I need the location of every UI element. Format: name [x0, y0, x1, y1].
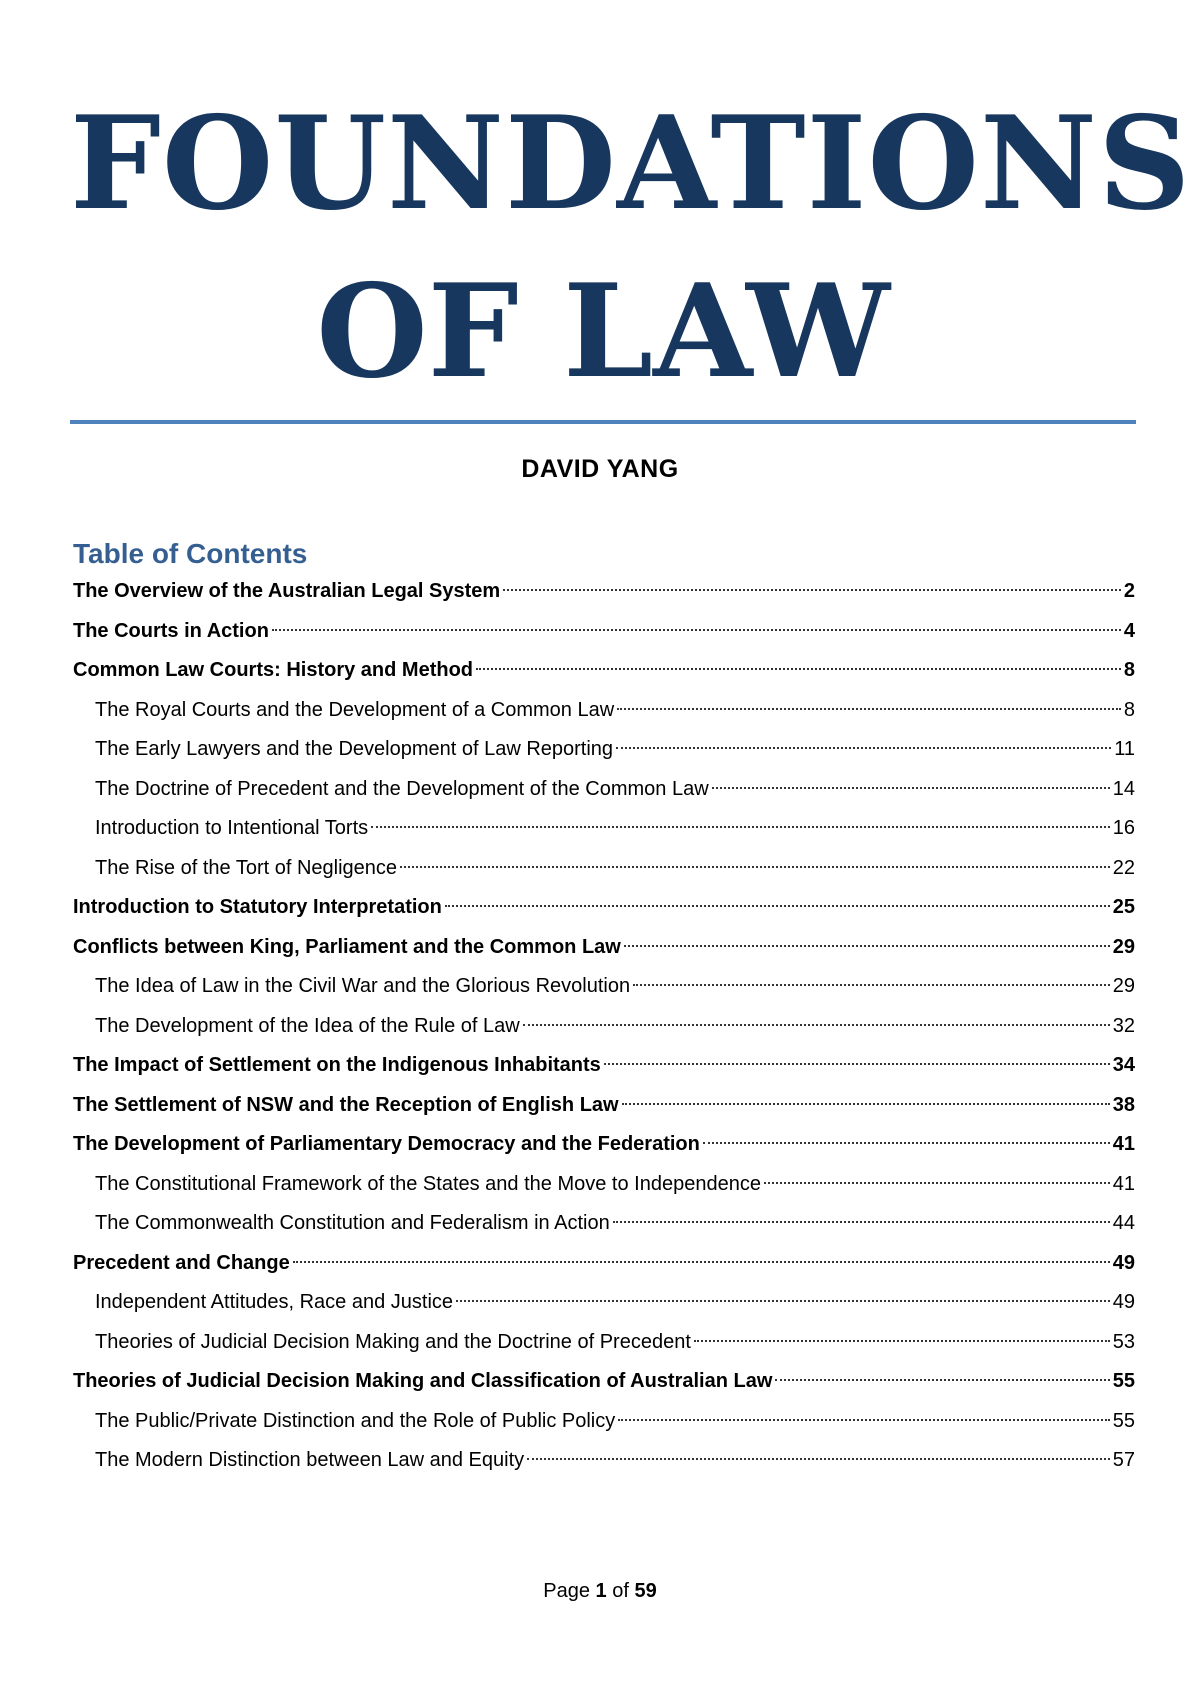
- author-name: DAVID YANG: [521, 455, 679, 483]
- toc-entry[interactable]: [73, 1125, 1135, 1165]
- toc-entry[interactable]: [73, 730, 1135, 770]
- toc-dot-leader: [624, 945, 1110, 947]
- toc-dot-leader: [272, 629, 1121, 631]
- toc-entry-page-number: 57: [1112, 1449, 1135, 1471]
- toc-dot-leader: [456, 1300, 1110, 1302]
- page-of-label: of: [612, 1580, 629, 1602]
- toc-dot-leader: [613, 1221, 1110, 1223]
- toc-dot-leader: [445, 905, 1110, 907]
- toc-entry-title: The Impact of Settlement on the Indigenous Inhabitants: [73, 1054, 601, 1076]
- toc-dot-leader: [523, 1024, 1110, 1026]
- toc-dot-leader: [618, 1419, 1109, 1421]
- toc-entry-page-number: 22: [1112, 856, 1135, 879]
- toc-dot-leader: [764, 1182, 1110, 1184]
- toc-entry-page-number: 44: [1112, 1212, 1135, 1234]
- toc-entry-title: The Settlement of NSW and the Reception of English Law: [73, 1093, 619, 1116]
- toc-entry-title: Introduction to Intentional Torts: [95, 817, 369, 839]
- toc-entry[interactable]: [73, 770, 1135, 810]
- toc-entry-title: The Development of Parliamentary Democracy and the Federation: [73, 1133, 700, 1155]
- toc-entry-title: Independent Attitudes, Race and Justice: [95, 1291, 454, 1313]
- toc-entry-page-number: 49: [1112, 1251, 1135, 1274]
- toc-entry-page-number: 55: [1112, 1370, 1135, 1392]
- toc-entry-title: The Public/Private Distinction and the Role of Public Policy: [95, 1409, 616, 1432]
- toc-entry[interactable]: [73, 1046, 1135, 1086]
- toc-entry-title: The Overview of the Australian Legal System: [73, 580, 501, 602]
- toc-entry-page-number: 16: [1112, 817, 1135, 839]
- toc-entry-page-number: 29: [1112, 935, 1135, 958]
- toc-entry-title: Conflicts between King, Parliament and the Common Law: [73, 935, 621, 958]
- toc-entry-title: The Idea of Law in the Civil War and the Glorious Revolution: [95, 975, 631, 997]
- toc-entry-page-number: 41: [1112, 1133, 1135, 1155]
- toc-entry-title: The Commonwealth Constitution and Federalism in Action: [95, 1212, 610, 1234]
- toc-entry-title: The Modern Distinction between Law and Equity: [95, 1449, 525, 1471]
- current-page-number: 1: [595, 1580, 607, 1602]
- toc-entry-title: The Doctrine of Precedent and the Development of the Common Law: [95, 777, 709, 800]
- toc-entry-page-number: 4: [1123, 619, 1135, 642]
- toc-dot-leader: [775, 1379, 1109, 1381]
- toc-dot-leader: [400, 866, 1110, 868]
- toc-entry-title: Theories of Judicial Decision Making and the Doctrine of Precedent: [95, 1330, 691, 1353]
- toc-dot-leader: [703, 1142, 1110, 1144]
- toc-entry[interactable]: [73, 1441, 1135, 1481]
- toc-entry[interactable]: [73, 1362, 1135, 1402]
- document-title-line-2: OF LAW: [316, 257, 890, 407]
- toc-dot-leader: [604, 1063, 1110, 1065]
- toc-entry-title: Introduction to Statutory Interpretation: [73, 896, 442, 918]
- toc-dot-leader: [616, 747, 1111, 749]
- toc-heading: Table of Contents: [73, 538, 308, 569]
- toc-entry-title: Common Law Courts: History and Method: [73, 659, 473, 681]
- toc-entry[interactable]: [73, 1402, 1135, 1442]
- toc-entry-page-number: 11: [1114, 738, 1135, 760]
- toc-entry[interactable]: [73, 572, 1135, 612]
- toc-entry-page-number: 53: [1112, 1330, 1135, 1353]
- toc-entry[interactable]: [73, 1007, 1135, 1047]
- toc-dot-leader: [694, 1340, 1110, 1342]
- toc-entry-page-number: 38: [1112, 1093, 1135, 1116]
- toc-entry-page-number: 8: [1123, 698, 1135, 721]
- toc-dot-leader: [527, 1458, 1110, 1460]
- toc-entry-title: The Royal Courts and the Development of a Common Law: [95, 698, 615, 721]
- toc-entry-title: Precedent and Change: [73, 1251, 290, 1274]
- toc-dot-leader: [503, 589, 1121, 591]
- toc-entry-page-number: 32: [1112, 1014, 1135, 1037]
- toc-entry[interactable]: [73, 928, 1135, 968]
- toc-entry[interactable]: [73, 1165, 1135, 1205]
- document-title-line-1: FOUNDATIONS: [70, 89, 1192, 239]
- toc-entry-page-number: 34: [1112, 1054, 1135, 1076]
- toc-dot-leader: [712, 787, 1110, 789]
- toc-entry[interactable]: [73, 1086, 1135, 1126]
- toc-entry[interactable]: [73, 1283, 1135, 1323]
- toc-entry[interactable]: [73, 1244, 1135, 1284]
- toc-entry[interactable]: [73, 691, 1135, 731]
- toc-entry-page-number: 14: [1112, 777, 1135, 800]
- page-prefix: Page: [543, 1580, 590, 1602]
- toc-dot-leader: [633, 984, 1110, 986]
- toc-entry[interactable]: [73, 1204, 1135, 1244]
- toc-entry-page-number: 49: [1112, 1291, 1135, 1313]
- toc-entry[interactable]: [73, 809, 1135, 849]
- toc-entry[interactable]: [73, 651, 1135, 691]
- total-page-count: 59: [634, 1580, 657, 1602]
- table-of-contents: [73, 572, 1135, 1481]
- toc-entry-page-number: 25: [1112, 896, 1135, 918]
- toc-entry-page-number: 29: [1112, 975, 1135, 997]
- toc-entry-title: The Courts in Action: [73, 619, 269, 642]
- toc-entry[interactable]: [73, 1323, 1135, 1363]
- toc-dot-leader: [476, 668, 1121, 670]
- toc-dot-leader: [622, 1103, 1110, 1105]
- toc-dot-leader: [293, 1261, 1110, 1263]
- toc-entry-page-number: 2: [1123, 580, 1135, 602]
- toc-entry[interactable]: [73, 888, 1135, 928]
- toc-entry-page-number: 8: [1123, 659, 1135, 681]
- toc-entry-page-number: 55: [1112, 1409, 1135, 1432]
- title-divider: [70, 420, 1136, 424]
- toc-entry-title: The Development of the Idea of the Rule of Law: [95, 1014, 520, 1037]
- toc-entry-title: The Rise of the Tort of Negligence: [95, 856, 398, 879]
- toc-entry-title: Theories of Judicial Decision Making and Classification of Australian Law: [73, 1370, 773, 1392]
- toc-dot-leader: [371, 826, 1110, 828]
- toc-entry-title: The Constitutional Framework of the States and the Move to Independence: [95, 1172, 761, 1195]
- toc-entry-page-number: 41: [1112, 1172, 1135, 1195]
- toc-dot-leader: [617, 708, 1121, 710]
- toc-entry[interactable]: [73, 612, 1135, 652]
- page-footer: [0, 1580, 1200, 1603]
- toc-entry[interactable]: [73, 849, 1135, 889]
- toc-entry-title: The Early Lawyers and the Development of Law Reporting: [95, 738, 614, 760]
- toc-entry[interactable]: [73, 967, 1135, 1007]
